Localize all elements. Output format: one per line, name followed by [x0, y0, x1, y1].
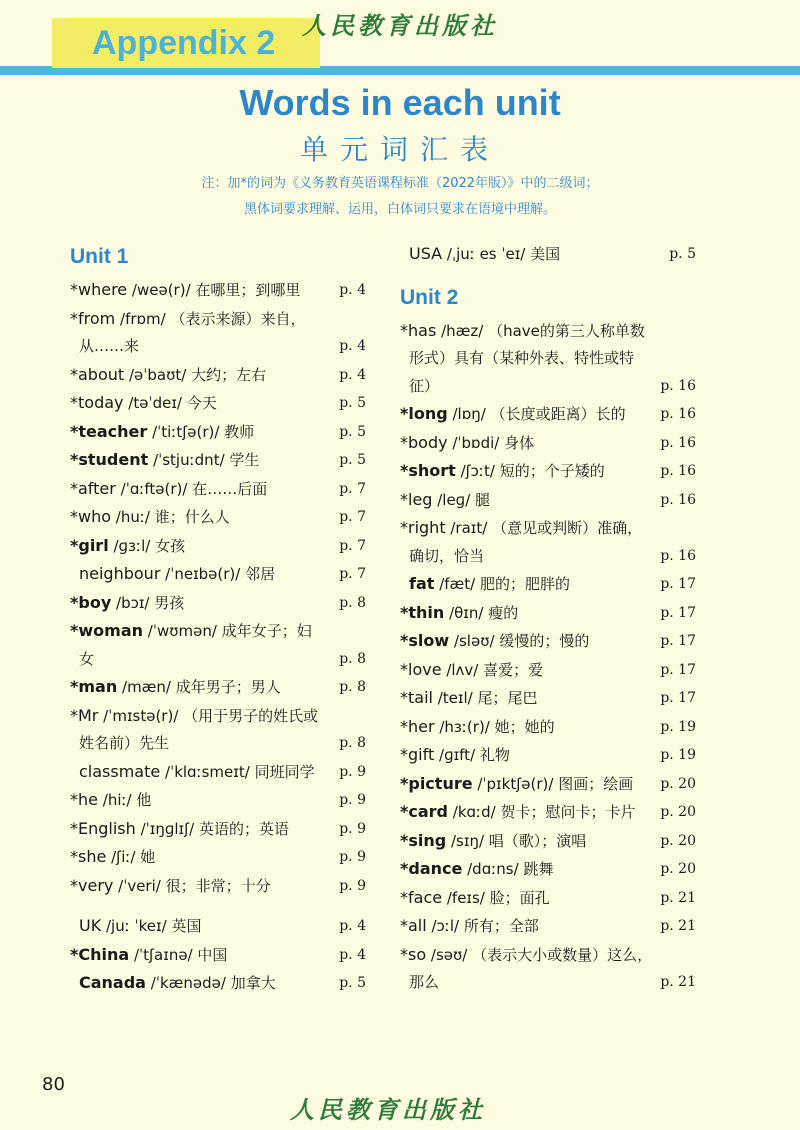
meaning: 他 [136, 791, 152, 809]
headword: classmate [79, 761, 161, 781]
word-entry [70, 815, 366, 844]
word-entry [400, 599, 696, 628]
phonetic: /ˈkænədə/ [150, 974, 226, 992]
meaning: 在……后面 [192, 479, 268, 498]
word-entry [70, 361, 366, 390]
phonetic: /θɪn/ [449, 603, 484, 622]
headword: *girl [70, 535, 109, 555]
page-ref: p. 21 [660, 889, 696, 906]
phonetic: /ˈveri/ [118, 876, 161, 895]
page-ref: p. 4 [339, 946, 366, 963]
meaning: 她 [140, 848, 156, 866]
headword: UK [79, 916, 102, 935]
headword: *where [70, 280, 128, 299]
phonetic: /fæt/ [439, 575, 476, 593]
meaning: 图画；绘画 [558, 774, 634, 793]
word-entry [400, 827, 696, 856]
word-entry [70, 560, 366, 589]
page-ref: p. 19 [660, 747, 696, 763]
word-entry [400, 656, 696, 685]
note-line-2: 黑体词要求理解、运用，白体词只要求在语境中理解。 [243, 202, 556, 217]
page-ref: p. 20 [660, 775, 696, 792]
headword: *leg [400, 489, 433, 509]
meaning: 很；非常；十分 [165, 876, 271, 895]
meaning: 脸；面孔 [489, 888, 550, 907]
headword: *has [400, 320, 437, 340]
headword: *picture [400, 773, 473, 793]
headword: *so [400, 944, 427, 964]
headword: *short [400, 461, 456, 480]
headword: *student [70, 450, 149, 469]
meaning: 喜爱；爱 [483, 660, 544, 679]
phonetic: /ɡɪft/ [439, 746, 476, 764]
word-entry [400, 941, 696, 997]
headword: *body [400, 432, 448, 452]
word-entry [400, 240, 696, 269]
headword: *thin [400, 602, 445, 622]
meaning: 尾；尾巴 [477, 689, 538, 707]
meaning: 同班同学 [254, 762, 315, 781]
phonetic: /lʌv/ [446, 660, 479, 679]
page-ref: p. 5 [339, 975, 366, 991]
phonetic: /ˈwʊmən/ [147, 622, 217, 640]
phonetic: /dɑːns/ [467, 860, 519, 878]
note-line-1: 注：加*的词为《义务教育英语课程标准（2022年版）》中的二级词； [201, 176, 599, 191]
word-entry [70, 786, 366, 815]
meaning: 谁；什么人 [154, 508, 230, 526]
page-ref: p. 21 [660, 974, 696, 990]
phonetic: /ˌjuː es ˈeɪ/ [446, 245, 526, 263]
page-ref: p. 9 [339, 763, 366, 780]
page-ref: p. 8 [339, 650, 366, 667]
meaning: 大约；左右 [191, 365, 267, 384]
meaning: 英国 [171, 917, 202, 935]
page-ref: p. 4 [339, 366, 366, 383]
headword: neighbour [79, 564, 161, 583]
word-entry [70, 446, 366, 475]
usa-entry [400, 240, 696, 269]
meaning: 她；她的 [494, 717, 555, 736]
page-ref: p. 7 [339, 537, 366, 554]
headword: *right [400, 518, 446, 537]
phonetic: /təˈdeɪ/ [128, 394, 182, 412]
page-ref: p. 16 [660, 547, 696, 564]
phonetic: /sɪŋ/ [451, 831, 485, 850]
appendix-label: Appendix 2 [92, 24, 276, 62]
page-title: Words in each unit [239, 82, 561, 123]
meaning: 在哪里；到哪里 [195, 281, 301, 299]
phonetic: /ʃɔːt/ [460, 462, 495, 480]
meaning: 肥的；肥胖的 [479, 575, 570, 593]
unit-2-heading: Unit 2 [400, 285, 459, 309]
word-entry [70, 912, 366, 941]
page-ref: p. 8 [339, 679, 366, 695]
phonetic: /leɡ/ [437, 490, 471, 509]
headword: *boy [70, 592, 112, 612]
meaning: （表示大小或数量）这么，那么 [409, 945, 653, 991]
phonetic: /ˈbɒdi/ [452, 433, 500, 452]
page-ref: p. 5 [339, 423, 366, 440]
headword: *slow [400, 631, 450, 650]
page-ref: p. 16 [660, 434, 696, 451]
meaning: 礼物 [479, 746, 510, 764]
page-ref: p. 19 [660, 718, 696, 735]
page-ref: p. 4 [339, 282, 366, 298]
page-number: 80 [42, 1074, 65, 1095]
word-entry [400, 627, 696, 656]
headword: *man [70, 677, 118, 696]
phonetic: /ɔːl/ [431, 917, 460, 935]
page-ref: p. 21 [660, 918, 696, 934]
word-entry [70, 589, 366, 618]
page-ref: p. 16 [660, 491, 696, 508]
headword: *gift [400, 745, 435, 764]
phonetic: /kɑːd/ [452, 803, 496, 821]
phonetic: /weə(r)/ [131, 281, 191, 299]
word-entry [400, 486, 696, 515]
page-ref: p. 20 [660, 832, 696, 849]
word-entry [70, 702, 366, 758]
headword: *card [400, 802, 448, 821]
headword: Canada [79, 973, 146, 992]
word-entry [400, 570, 696, 599]
headword: *love [400, 659, 442, 679]
page-ref: p. 17 [660, 604, 696, 621]
page-ref: p. 4 [339, 338, 366, 354]
phonetic: /ˈklɑːsmeɪt/ [165, 762, 250, 781]
headword: *China [70, 944, 130, 964]
headword: *sing [400, 830, 447, 850]
page-ref: p. 17 [660, 576, 696, 592]
meaning: 英语的；英语 [198, 819, 289, 838]
page-ref: p. 5 [669, 246, 696, 262]
phonetic: /hiː/ [102, 791, 132, 809]
phonetic: /hɜː(r)/ [439, 717, 490, 736]
phonetic: /əˈbaʊt/ [128, 365, 187, 384]
page-subtitle: 单元词汇表 [299, 133, 500, 166]
headword: *about [70, 364, 125, 384]
word-entry [400, 884, 696, 913]
headword: *face [400, 887, 443, 907]
meaning: （表示来源）来自，从……来 [79, 309, 306, 355]
headword: *after [70, 478, 116, 498]
headword: *she [70, 847, 107, 866]
headword: *Mr [70, 705, 99, 725]
page-ref: p. 17 [660, 690, 696, 706]
phonetic: /huː/ [115, 508, 150, 526]
word-entry [70, 872, 366, 901]
meaning: 美国 [530, 245, 561, 263]
headword: fat [409, 574, 435, 593]
meaning: 中国 [197, 945, 228, 964]
meaning: 加拿大 [230, 974, 276, 992]
word-entry [70, 969, 366, 998]
headword: *he [70, 790, 98, 809]
page-ref: p. 9 [339, 820, 366, 837]
page-ref: p. 5 [339, 395, 366, 411]
phonetic: /səʊ/ [430, 945, 468, 964]
unit-1-heading: Unit 1 [70, 245, 129, 268]
phonetic: /bɔɪ/ [116, 593, 150, 612]
page-ref: p. 9 [339, 849, 366, 865]
phonetic: /frɒm/ [120, 309, 166, 328]
word-entry [400, 741, 696, 770]
headword: *woman [70, 621, 143, 640]
phonetic: /ˈpɪktʃə(r)/ [477, 774, 554, 793]
headword: *her [400, 716, 435, 736]
word-entry [400, 429, 696, 458]
page-ref: p. 16 [660, 406, 696, 422]
page-ref: p. 8 [339, 594, 366, 611]
headword: *today [70, 393, 124, 412]
page-ref: p. 20 [660, 804, 696, 820]
meaning: 短的；个子矮的 [499, 462, 605, 480]
unit-1-proper-nouns [70, 912, 366, 998]
word-entry [400, 317, 696, 401]
page-ref: p. 8 [339, 735, 366, 751]
meaning: 唱（歌）；演唱 [488, 831, 587, 850]
phonetic: /ɡɜːl/ [113, 536, 151, 555]
phonetic: /ˈɑːftə(r)/ [120, 479, 188, 498]
meaning: 女孩 [155, 536, 186, 555]
meaning: （意见或判断）准确，确切，恰当 [409, 519, 643, 565]
page-ref: p. 7 [339, 566, 366, 582]
phonetic: /juː ˈkeɪ/ [105, 917, 167, 935]
unit-1-word-list [70, 276, 366, 900]
word-entry [400, 912, 696, 941]
meaning: 缓慢的；慢的 [499, 632, 590, 650]
publisher-logo-bottom: 人民教育出版社 [290, 1095, 486, 1124]
word-entry [400, 855, 696, 884]
phonetic: /ˈneɪbə(r)/ [165, 565, 241, 583]
meaning: 贺卡；慰问卡；卡片 [500, 803, 636, 821]
headword: *dance [400, 859, 463, 878]
meaning: 教师 [224, 422, 255, 441]
headword: *English [70, 818, 136, 838]
meaning: 腿 [475, 490, 491, 509]
phonetic: /ˈtʃaɪnə/ [133, 945, 193, 964]
headword: *long [400, 404, 448, 423]
headword: *teacher [70, 421, 148, 441]
spacer [70, 900, 366, 912]
word-entry [400, 400, 696, 429]
word-entry [400, 713, 696, 742]
word-entry [70, 503, 366, 532]
word-entry [70, 941, 366, 970]
page-ref: p. 9 [339, 877, 366, 894]
page-ref: p. 20 [660, 861, 696, 877]
meaning: （用于男子的姓氏或姓名前）先生 [79, 706, 319, 752]
word-entry [70, 673, 366, 702]
meaning: 跳舞 [523, 860, 554, 878]
phonetic: /ʃiː/ [111, 848, 136, 866]
meaning: 所有；全部 [463, 917, 539, 935]
word-entry [70, 276, 366, 305]
meaning: （have的第三人称单数形式）具有（某种外表、特性或特征） [409, 321, 645, 395]
word-entry [400, 770, 696, 799]
page-ref: p. 5 [339, 452, 366, 468]
page-ref: p. 17 [660, 633, 696, 649]
headword: USA [409, 244, 443, 263]
page-ref: p. 9 [339, 792, 366, 808]
word-entry [400, 798, 696, 827]
word-entry [70, 758, 366, 787]
word-entry [70, 617, 366, 673]
meaning: 男孩 [154, 593, 185, 612]
spacer [400, 269, 696, 281]
word-entry [400, 684, 696, 713]
word-entry [70, 532, 366, 561]
phonetic: /ˈtiːtʃə(r)/ [152, 422, 220, 441]
word-entry [70, 475, 366, 504]
page-ref: p. 7 [339, 509, 366, 525]
headword: *tail [400, 688, 433, 707]
meaning: 邻居 [245, 565, 276, 583]
meaning: 成年男子；男人 [175, 678, 281, 696]
right-column [400, 240, 696, 997]
word-entry [70, 389, 366, 418]
headword: *all [400, 916, 427, 935]
page-ref: p. 16 [660, 463, 696, 479]
word-entry [70, 843, 366, 872]
meaning: 学生 [229, 451, 260, 469]
page-ref: p. 7 [339, 480, 366, 497]
phonetic: /ˈɪŋɡlɪʃ/ [140, 819, 195, 838]
phonetic: /ˈmɪstə(r)/ [103, 706, 179, 725]
meaning: 身体 [504, 433, 535, 452]
publisher-logo-top: 人民教育出版社 [302, 11, 498, 40]
word-entry [70, 305, 366, 361]
left-column [70, 240, 366, 998]
word-entry [400, 514, 696, 570]
word-entry [400, 457, 696, 486]
meaning: 今天 [186, 394, 217, 412]
headword: *from [70, 308, 116, 328]
meaning: （长度或距离）长的 [490, 405, 626, 423]
phonetic: /sləʊ/ [453, 632, 495, 650]
meaning: 成年女子；妇女 [79, 622, 312, 668]
phonetic: /raɪt/ [450, 519, 488, 537]
page-ref: p. 16 [660, 377, 696, 394]
phonetic: /hæz/ [441, 321, 484, 340]
headword: *very [70, 875, 114, 895]
headword: *who [70, 507, 112, 526]
phonetic: /teɪl/ [437, 689, 473, 707]
phonetic: /mæn/ [122, 678, 171, 696]
phonetic: /feɪs/ [446, 888, 485, 907]
page-ref: p. 4 [339, 918, 366, 934]
word-entry [70, 418, 366, 447]
meaning: 瘦的 [488, 603, 519, 622]
phonetic: /ˈstjuːdnt/ [153, 451, 225, 469]
phonetic: /lɒŋ/ [452, 405, 486, 423]
unit-2-word-list [400, 317, 696, 997]
page-ref: p. 17 [660, 661, 696, 678]
